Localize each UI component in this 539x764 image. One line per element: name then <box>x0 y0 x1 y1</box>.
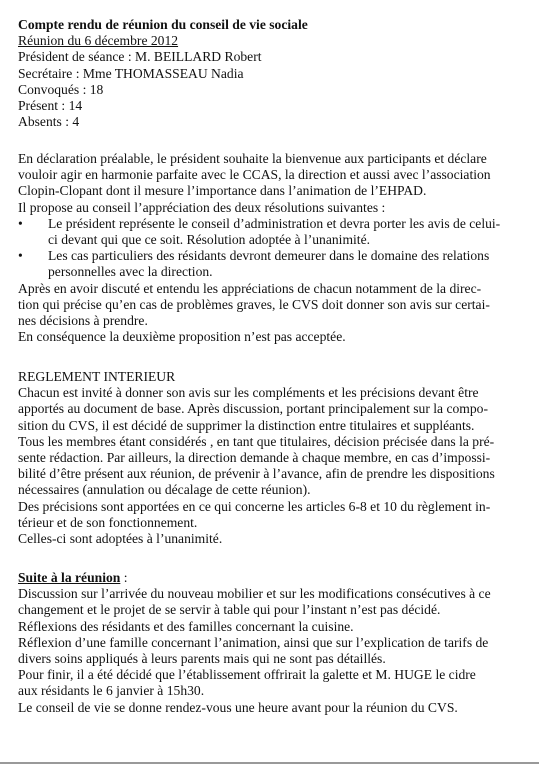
reglement-line: apportés au document de base. Après discussion, portant principalement sur la compo- <box>18 401 488 417</box>
suite-line: Réflexions des résidants et des familles concernant la cuisine. <box>18 618 354 634</box>
bullet-icon: • <box>18 248 23 264</box>
suite-line: changement et le projet de se servir à table qui pour l’instant n’est pas décidé. <box>18 602 441 618</box>
document-title: Compte rendu de réunion du conseil de vie sociale <box>18 17 308 32</box>
resolution-line: ci devant qui que ce soit. Résolution adoptée à l’unanimité. <box>48 232 371 248</box>
suite-line: Réflexion d’une famille concernant l’animation, ainsi que sur l’explication de tarifs de <box>18 634 489 650</box>
reglement-line: Des précisions sont apportées en ce qui concerne les articles 6-8 et 10 du règlement in- <box>18 498 491 514</box>
suite-line: Discussion sur l’arrivée du nouveau mobilier et sur les modifications consécutives à ce <box>18 586 491 602</box>
suite-line: Le conseil de vie se donne rendez-vous une heure avant pour la réunion du CVS. <box>18 699 458 715</box>
resolution-line: Les cas particuliers des résidants devront demeurer dans le domaine des relations <box>48 248 490 264</box>
resolution-item <box>18 216 529 248</box>
present-line: Présent : 14 <box>18 98 83 114</box>
intro-line: Après en avoir discuté et entendu les appréciations de chacun notamment de la direc- <box>18 280 482 296</box>
intro-section <box>18 151 529 345</box>
reglement-line: Tous les membres étant considérés , en tant que titulaires, décision précisée dans la pré- <box>18 433 495 449</box>
suite-heading <box>18 570 529 586</box>
intro-line: En déclaration préalable, le président souhaite la bienvenue aux participants et déclare <box>18 151 487 166</box>
intro-line: En conséquence la deuxième proposition n’est pas acceptée. <box>18 329 346 345</box>
intro-line: Il propose au conseil l’appréciation des deux résolutions suivantes : <box>18 199 386 215</box>
absents-line: Absents : 4 <box>18 114 80 130</box>
reglement-line: Chacun est invité à donner son avis sur les compléments et les précisions devant être <box>18 385 479 401</box>
reglement-heading: REGLEMENT INTERIEUR <box>18 369 176 384</box>
bullet-icon: • <box>18 215 23 231</box>
intro-line: nes décisions à prendre. <box>18 313 148 329</box>
intro-line: Clopin-Clopant dont il mesure l’importance dans l’animation de l’EHPAD. <box>18 183 427 199</box>
suite-line: aux résidants le 6 janvier à 15h30. <box>18 683 205 699</box>
reglement-line: sition du CVS, il est décidé de supprimer la distinction entre titulaires et suppléants. <box>18 417 475 433</box>
resolution-line: Le président représente le conseil d’administration et devra porter les avis de celui- <box>48 215 501 231</box>
meeting-date: Réunion du 6 décembre 2012 <box>18 33 179 49</box>
intro-line: tion qui précise qu’en cas de problèmes graves, le CVS doit donner son avis sur certai- <box>18 296 490 312</box>
secretaire-line: Secrétaire : Mme THOMASSEAU Nadia <box>18 65 244 81</box>
reglement-line: nécessaires (annulation ou décalage de cette réunion). <box>18 482 311 498</box>
resolution-line: personnelles avec la direction. <box>48 264 213 280</box>
convoques-line: Convoqués : 18 <box>18 81 104 97</box>
intro-line: vouloir agir en harmonie parfaite avec le CCAS, la direction et aussi avec l’association <box>18 167 491 183</box>
reglement-line: bilité d’être présent aux réunion, de prévenir à l’avance, afin de prendre les dispositions <box>18 466 495 482</box>
meeting-header <box>18 17 529 130</box>
reglement-line: sente rédaction. Par ailleurs, la direction demande à chaque membre, en cas d’impossi- <box>18 450 491 466</box>
suite-section <box>18 570 529 716</box>
reglement-section <box>18 369 529 547</box>
president-line: Président de séance : M. BEILLARD Robert <box>18 49 262 65</box>
suite-line: Pour finir, il a été décidé que l’établissement offrirait la galette et M. HUGE le cidre <box>18 667 476 683</box>
suite-line: divers soins appliqués à leurs parents mais qui ne sont pas détaillés. <box>18 651 386 667</box>
suite-heading-text: Suite à la réunion <box>18 570 121 585</box>
reglement-line: térieur et de son fonctionnement. <box>18 514 198 530</box>
reglement-line: Celles-ci sont adoptées à l’unanimité. <box>18 531 223 547</box>
resolution-item <box>18 248 529 280</box>
suite-heading-suffix: : <box>120 570 128 585</box>
